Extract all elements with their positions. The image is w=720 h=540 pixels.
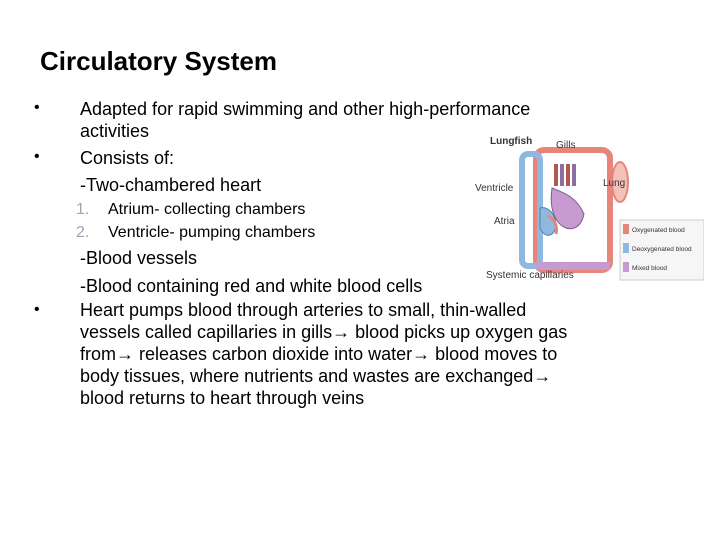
- bullet-marker: •: [34, 99, 40, 116]
- systemic-loop-deoxygenated: [522, 154, 540, 266]
- bullet-text-adaptation: Adapted for rapid swimming and other high-performance activities: [80, 99, 531, 141]
- numbered-item-atrium: [76, 199, 305, 221]
- ventricle-label: Ventricle: [475, 183, 514, 194]
- bullet-marker: •: [34, 148, 40, 165]
- item-text: Atrium- collecting chambers: [108, 201, 306, 218]
- sub-line-heart: -Two-chambered heart: [80, 175, 262, 195]
- bullet-text-consists: Consists of:: [80, 148, 175, 168]
- legend-label-oxygenated: Oxygenated blood: [632, 227, 685, 234]
- legend-swatch-deoxygenated: [623, 243, 629, 253]
- item-number: 2.: [76, 224, 90, 241]
- bullet-text-heart-pumps: Heart pumps blood through arteries to small, thin-walled vessels called capillaries in gills→ blood picks up oxygen gas from→ releases carbon dioxide into water→ blood moves to body tissues, where nutrients and wastes are exchanged→ blood returns to heart through veins: [80, 300, 568, 408]
- atria-label: Atria: [494, 216, 515, 227]
- lung-label: Lung: [603, 178, 626, 189]
- legend-label-deoxygenated: Deoxygenated blood: [632, 246, 692, 253]
- systemic-capillaries-icon: [536, 262, 610, 270]
- gills-icon: [554, 164, 576, 186]
- item-text: Ventricle- pumping chambers: [108, 224, 316, 241]
- legend-label-mixed: Mixed blood: [632, 265, 668, 272]
- capillaries-label: Systemic capillaries: [486, 270, 574, 281]
- item-number: 1.: [76, 201, 90, 218]
- sub-line-vessels: -Blood vessels: [80, 248, 198, 268]
- diagram-svg: [470, 122, 704, 290]
- slide-title: Circulatory System: [40, 46, 277, 76]
- lungfish-label: Lungfish: [490, 136, 533, 147]
- gills-label: Gills: [556, 140, 576, 151]
- legend-swatch-oxygenated: [623, 224, 629, 234]
- lungfish-circulation-diagram: [470, 122, 704, 290]
- sub-line-cells: -Blood containing red and white blood cells: [80, 276, 423, 296]
- numbered-item-ventricle: [76, 222, 315, 244]
- bullet-marker: •: [34, 301, 40, 318]
- legend-swatch-mixed: [623, 262, 629, 272]
- legend: [620, 220, 704, 280]
